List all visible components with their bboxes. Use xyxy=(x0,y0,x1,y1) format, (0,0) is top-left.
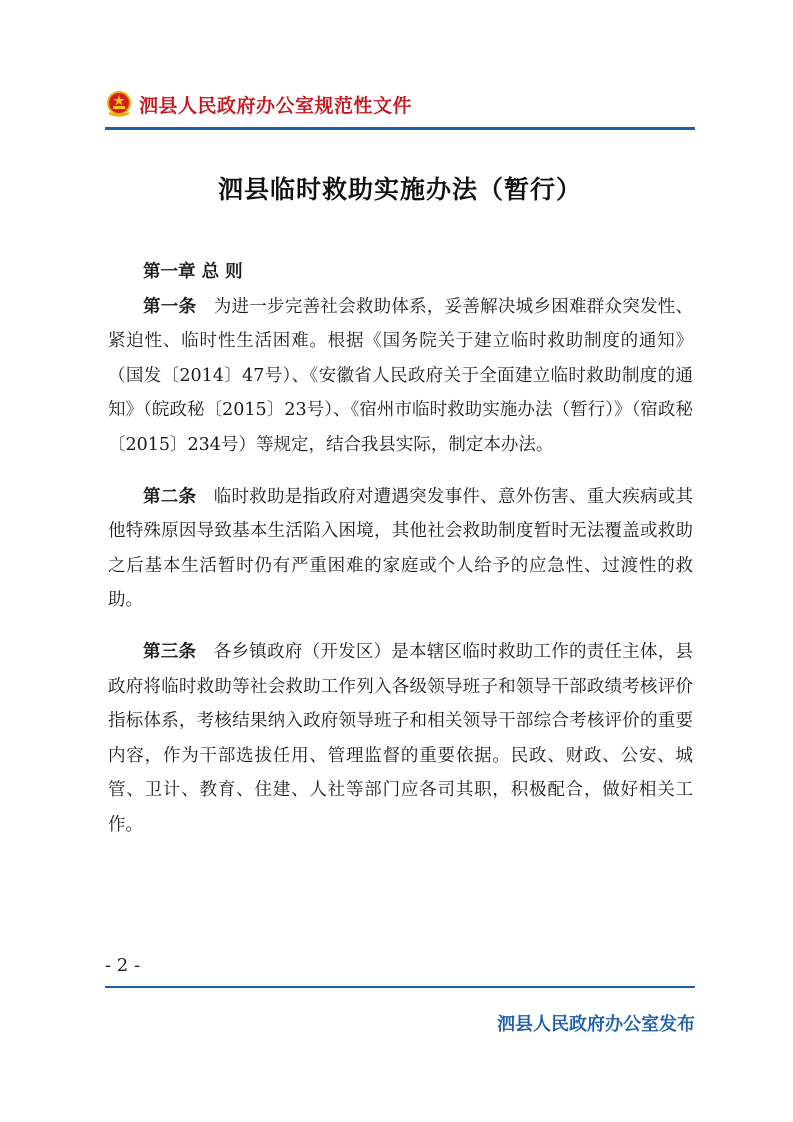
document-title: 泗县临时救助实施办法（暂行） xyxy=(217,175,582,204)
chapter-heading: 第一章 总 则 xyxy=(143,262,243,282)
article-1-heading: 第一条 xyxy=(143,296,197,317)
page-number: - 2 - xyxy=(105,955,141,976)
document-header xyxy=(105,84,695,124)
article-1-text: 为进一步完善社会救助体系，妥善解决城乡困难群众突发性、紧迫性、临时性生活困难。根据《国务院关于建立临时救助制度的通知》（国发〔2014〕47号）、《安徽省人民政府关于全面建立临时救助制度的通知》（皖政秘〔2015〕23号）、《宿州市临时救助实施办法（暂行）》（宿政秘〔2015〕234号）等规定，结合我县实际，制定本办法。 xyxy=(108,296,694,455)
article-2 xyxy=(108,480,693,618)
article-3 xyxy=(108,635,693,843)
national-emblem-icon xyxy=(105,90,133,118)
article-3-heading: 第三条 xyxy=(143,641,197,662)
article-2-text: 临时救助是指政府对遭遇突发事件、意外伤害、重大疾病或其他特殊原因导致基本生活陷入困境，其他社会救助制度暂时无法覆盖或救助之后基本生活暂时仍有严重困难的家庭或个人给予的应急性、过渡性的救助。 xyxy=(108,486,694,611)
article-1 xyxy=(108,290,693,463)
header-title: 泗县人民政府办公室规范性文件 xyxy=(139,94,413,117)
article-2-heading: 第二条 xyxy=(143,486,197,507)
header-divider xyxy=(105,127,695,130)
footer-divider xyxy=(105,986,695,988)
article-3-text: 各乡镇政府（开发区）是本辖区临时救助工作的责任主体，县政府将临时救助等社会救助工作列入各级领导班子和领导干部政绩考核评价指标体系，考核结果纳入政府领导班子和相关领导干部综合考核评价的重要内容，作为干部选拔任用、管理监督的重要依据。民政、财政、公安、城管、卫计、教育、住建、人社等部门应各司其职，积极配合，做好相关工作。 xyxy=(108,641,694,835)
footer-publisher: 泗县人民政府办公室发布 xyxy=(497,1014,695,1035)
document-body xyxy=(108,255,693,860)
